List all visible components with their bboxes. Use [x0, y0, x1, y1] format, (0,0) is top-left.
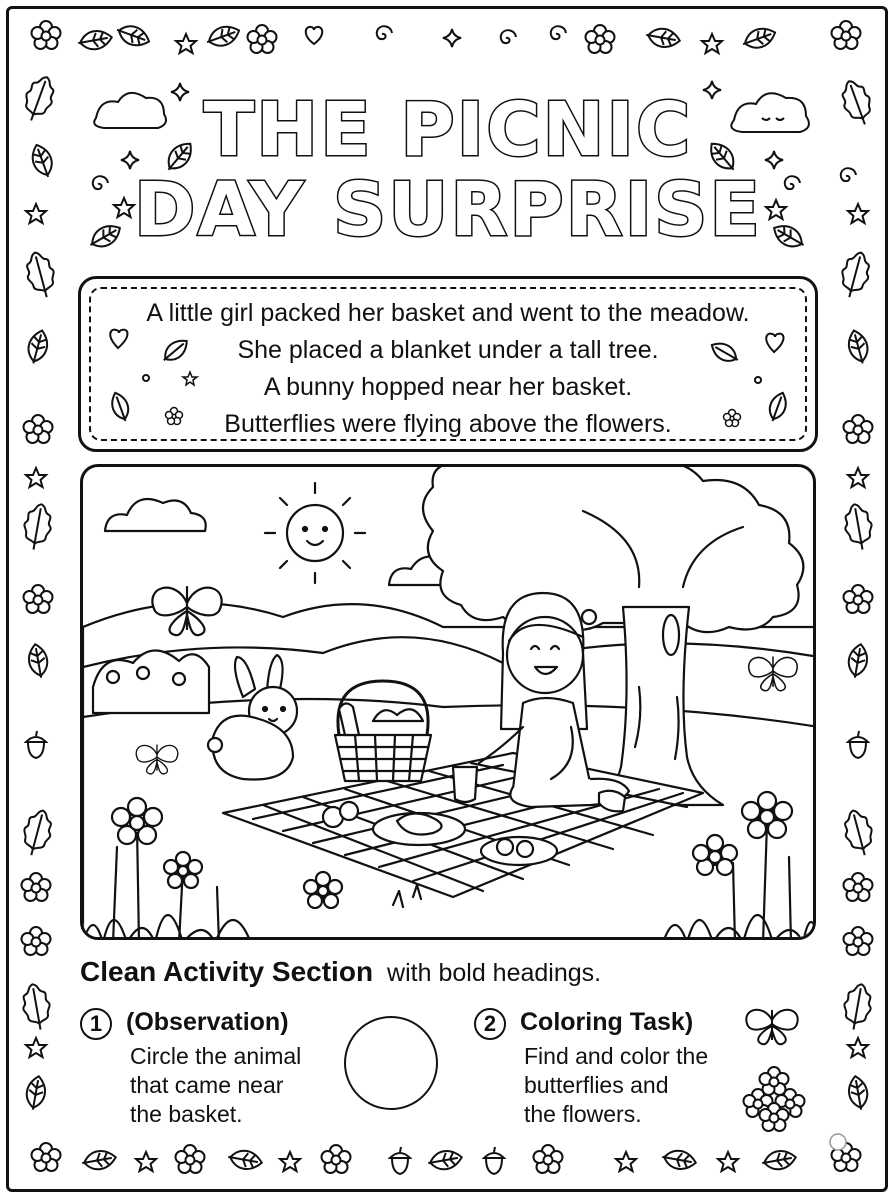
answer-circle[interactable]: [344, 1016, 438, 1110]
story-line: Butterflies were flying above the flowers.: [224, 410, 672, 438]
story-line: She placed a blanket under a tall tree.: [237, 336, 659, 364]
task-body: [130, 1042, 330, 1129]
story-text: [81, 295, 815, 443]
task-number: 1: [80, 1008, 112, 1040]
activity-heading-bold: Clean Activity Section: [80, 956, 374, 987]
task-number: 2: [474, 1008, 506, 1040]
task-title: Coloring Task): [520, 1008, 694, 1036]
activity-heading: [80, 952, 601, 993]
task-title: (Observation): [126, 1008, 289, 1036]
cloud-icon: [105, 499, 206, 531]
task-line: the basket.: [130, 1101, 243, 1127]
story-line: A little girl packed her basket and went to the meadow.: [146, 299, 750, 327]
page-title-line1: THE PICNIC: [203, 87, 693, 173]
picnic-scene: [80, 464, 816, 940]
story-line: A bunny hopped near her basket.: [263, 373, 633, 401]
task-body: [524, 1042, 754, 1129]
sun-icon: [265, 483, 365, 583]
picnic-illustration: [83, 467, 816, 940]
story-box: [78, 276, 818, 452]
task-line: butterflies and: [524, 1072, 669, 1098]
task-line: the flowers.: [524, 1101, 642, 1127]
task-line: Find and color the: [524, 1043, 709, 1069]
task-line: that came near: [130, 1072, 284, 1098]
activity-heading-rest: with bold headings.: [387, 959, 602, 987]
page-title-line2: DAY SURPRISE: [134, 167, 762, 253]
task-line: Circle the animal: [130, 1043, 302, 1069]
